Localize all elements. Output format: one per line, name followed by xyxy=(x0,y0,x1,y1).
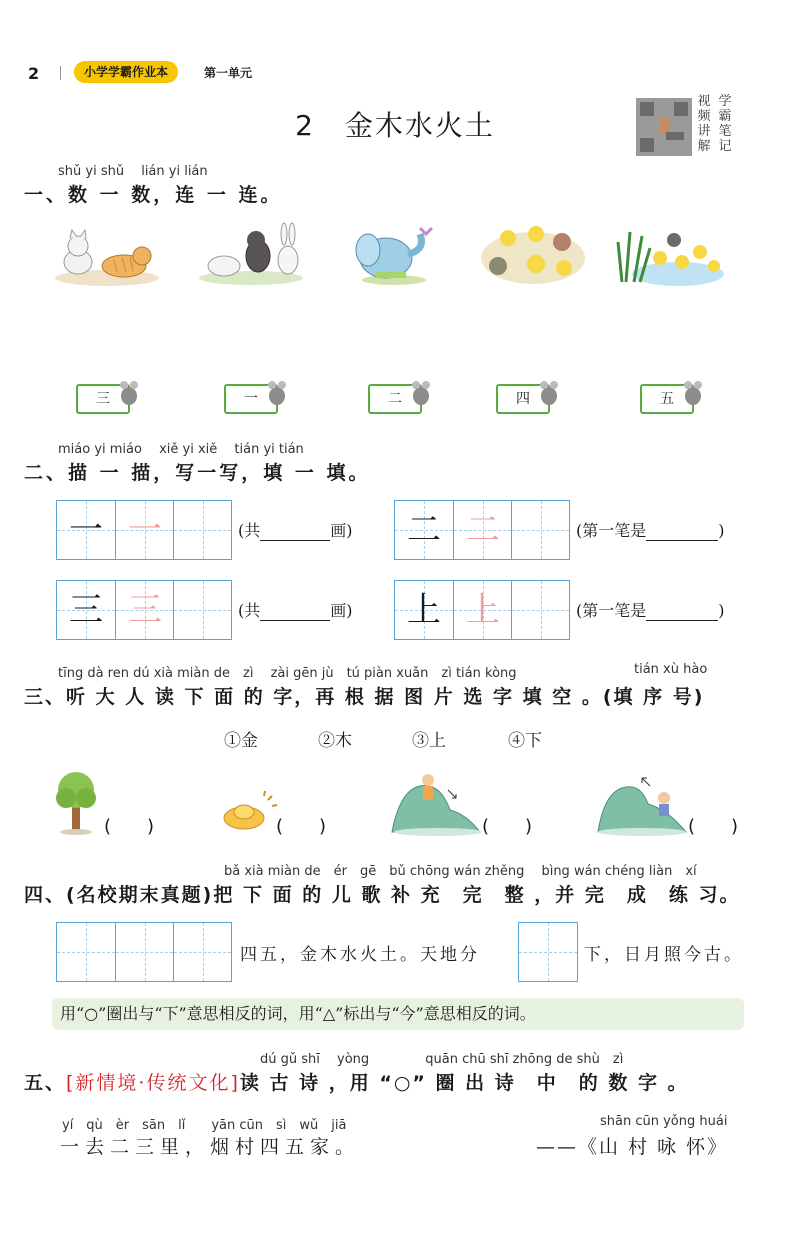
rhyme-line-1: 四五，金木水火土。天地分 xyxy=(240,945,480,965)
qr-code[interactable] xyxy=(636,98,692,156)
q2-pinyin: miáo yi miáo xiě yi xiě tián yi tián xyxy=(58,442,304,457)
stroke-count-blank[interactable]: (共 画) xyxy=(238,521,353,540)
sample-char: 三 xyxy=(69,590,103,630)
q4-pinyin: bǎ xià miàn de ér gē bǔ chōng wán zhěng bìng wán chéng liàn xí xyxy=(224,864,697,879)
sample-char: 上 xyxy=(407,590,441,630)
mouse-icon xyxy=(682,380,704,406)
lesson-title: 2 金木水火土 xyxy=(295,109,495,142)
child-on-mountain-picture xyxy=(390,770,482,836)
q1-pinyin: shǔ yi shǔ lián yi lián xyxy=(58,164,208,179)
sample-char: 一 xyxy=(69,510,103,550)
unit-label: 第一单元 xyxy=(204,66,253,80)
q4-heading: 四、(名校期末真题)把 下 面 的 儿 歌 补 充 完 整 ，并 完 成 练 习。 xyxy=(24,884,741,906)
trace-char: 三 xyxy=(128,590,162,630)
q2-heading: 二、描 一 描，写一写，填 一 填。 xyxy=(24,462,371,484)
number-card-5[interactable]: 五 xyxy=(640,384,694,414)
header-divider xyxy=(60,66,61,80)
choice-mu: ②木 xyxy=(318,731,352,751)
tian-grid[interactable] xyxy=(394,500,570,560)
choice-shang: ③上 xyxy=(412,731,446,751)
first-stroke-blank[interactable]: (第一笔是 ) xyxy=(576,601,725,620)
new-context-tag: [新情境·传统文化] xyxy=(66,1072,240,1094)
q5-heading: 五、[新情境·传统文化]读 古 诗 ，用 “○” 圈 出 诗 中 的 数 字 。 xyxy=(24,1072,689,1094)
mouse-icon xyxy=(118,380,140,406)
answer-grid[interactable] xyxy=(518,922,578,982)
tian-grid[interactable] xyxy=(394,580,570,640)
tian-grid[interactable] xyxy=(56,580,232,640)
answer-blank[interactable]: ( ) xyxy=(482,816,533,837)
q3-pinyin: tīng dà ren dú xià miàn de zì zài gēn jù tú piàn xuǎn zì tián kòng xyxy=(58,666,517,681)
tree-picture xyxy=(52,768,100,836)
answer-blank[interactable]: ( ) xyxy=(104,816,155,837)
choice-jin: ①金 xyxy=(224,731,258,751)
ducks-picture xyxy=(616,222,726,288)
poem-line: 一去二三里，烟村四五家。 xyxy=(60,1136,361,1158)
mouse-icon xyxy=(410,380,432,406)
chicks-picture xyxy=(478,220,588,286)
first-stroke-blank[interactable]: (第一笔是 ) xyxy=(576,521,725,540)
q1-heading: 一、数 一 数，连 一 连。 xyxy=(24,184,283,206)
stroke-count-blank[interactable]: (共 画) xyxy=(238,601,353,620)
choice-xia: ④下 xyxy=(508,731,542,751)
answer-blank[interactable]: ( ) xyxy=(688,816,739,837)
video-label: 视频讲解 xyxy=(697,94,711,154)
child-climbing-mountain-picture xyxy=(596,770,688,836)
q3-heading: 三、听 大 人 读 下 面 的 字，再 根 据 图 片 选 字 填 空 。(填 序 号) xyxy=(24,686,705,708)
poem-pinyin: yí qù èr sān lǐ yān cūn sì wǔ jiā xyxy=(62,1118,347,1133)
q5-pinyin: dú gǔ shī yòng quān chū shī zhōng de shù zì xyxy=(260,1052,624,1067)
series-badge: 小学学霸作业本 xyxy=(74,61,178,83)
number-card-1[interactable]: 三 xyxy=(76,384,130,414)
mouse-icon xyxy=(266,380,288,406)
number-card-2[interactable]: 一 xyxy=(224,384,278,414)
tian-grid[interactable] xyxy=(56,500,232,560)
trace-char: 一 xyxy=(128,510,162,550)
page-number: 2 xyxy=(28,64,40,83)
trace-char: 上 xyxy=(466,590,500,630)
cat-and-dog-picture xyxy=(52,222,162,288)
rabbits-picture xyxy=(196,220,306,286)
trace-char: 二 xyxy=(466,510,500,550)
rhyme-line-2: 下，日月照今古。 xyxy=(584,945,744,965)
gold-ingot-picture xyxy=(220,790,278,832)
number-card-3[interactable]: 二 xyxy=(368,384,422,414)
q3-pinyin-tail: tián xù hào xyxy=(634,662,708,677)
answer-blank[interactable]: ( ) xyxy=(276,816,327,837)
elephant-picture xyxy=(346,220,456,286)
poem-source-pinyin: shān cūn yǒng huái xyxy=(600,1114,728,1129)
q4-instruction: 用“○”圈出与“下”意思相反的词，用“△”标出与“今”意思相反的词。 xyxy=(52,998,744,1030)
answer-grid[interactable] xyxy=(56,922,232,982)
mouse-icon xyxy=(538,380,560,406)
notes-label: 学霸笔记 xyxy=(718,94,732,154)
sample-char: 二 xyxy=(407,510,441,550)
number-card-4[interactable]: 四 xyxy=(496,384,550,414)
poem-source: ——《山 村 咏 怀》 xyxy=(536,1136,729,1158)
